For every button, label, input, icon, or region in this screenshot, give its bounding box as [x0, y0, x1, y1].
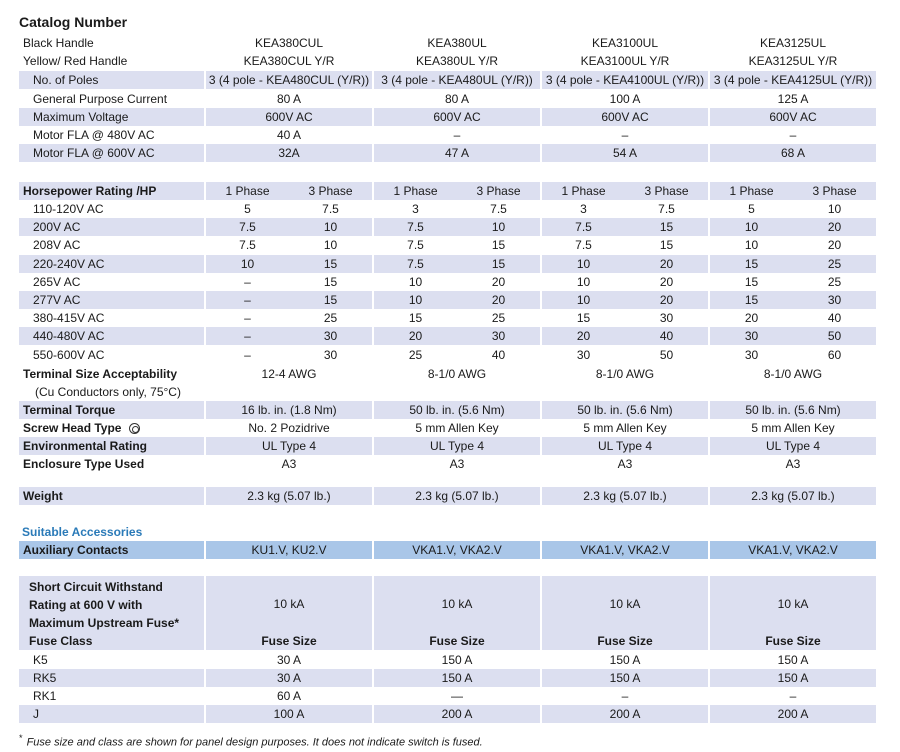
hp-value-3ph: 10 — [491, 220, 506, 235]
hp-value-3ph: 30 — [827, 293, 842, 307]
cell-value: 8-1/0 AWG — [427, 367, 487, 381]
hp-voltage-label: 550-600V AC — [33, 347, 105, 362]
hp-value-1ph: 15 — [576, 311, 591, 326]
hp-row — [19, 327, 878, 345]
cell-value: 3 (4 pole - KEA480CUL (Y/R)) — [206, 71, 372, 89]
table-row — [19, 71, 878, 89]
footnote-text: Fuse size and class are shown for panel design purposes. It does not indicate switch is fused. — [26, 736, 483, 749]
cell-value: 600V AC — [542, 108, 708, 126]
short-circuit-label-line: Maximum Upstream Fuse* — [29, 616, 180, 630]
hp-cell — [206, 236, 372, 254]
cell-value: – — [789, 689, 797, 703]
row-label-text: Environmental Rating — [23, 439, 148, 453]
hp-value-1ph: 7.5 — [575, 238, 592, 253]
catalog-number: KEA380CUL — [254, 36, 324, 50]
cell-value: 5 mm Allen Key — [583, 421, 667, 435]
hp-value-1ph: 20 — [408, 329, 423, 344]
terminal-size-note-row — [19, 383, 878, 401]
hp-value-1ph: 30 — [744, 347, 759, 362]
hp-value-3ph: 7.5 — [658, 202, 675, 216]
hp-value-3ph: 15 — [323, 256, 338, 271]
phase-header — [206, 182, 372, 200]
hp-cell — [206, 255, 372, 273]
row-label-text: Terminal Torque — [23, 403, 116, 417]
cell-value: 150 A — [710, 669, 876, 687]
hp-value-1ph: 7.5 — [239, 238, 256, 253]
catalog-number: KEA380UL Y/R — [415, 54, 499, 68]
hp-value-1ph: 30 — [576, 347, 591, 362]
hp-value-3ph: 30 — [323, 329, 338, 344]
hp-value-1ph: 15 — [408, 311, 423, 326]
hp-value-3ph: 15 — [491, 256, 506, 271]
header-row-yellow — [19, 52, 878, 70]
fuse-size-label: Fuse Size — [374, 632, 540, 650]
cell-value: 8-1/0 AWG — [763, 367, 823, 381]
cell-value: A3 — [617, 457, 633, 471]
hp-title: Horsepower Rating /HP — [19, 182, 204, 200]
row-label-text: Auxiliary Contacts — [23, 543, 129, 557]
cell-value: 600V AC — [206, 108, 372, 126]
hp-cell — [206, 309, 372, 327]
fuse-header-row — [19, 632, 878, 650]
terminal-size-row — [19, 365, 878, 383]
hp-value-1ph: 10 — [576, 274, 591, 289]
cell-value: 200 A — [374, 705, 540, 723]
cell-value: 2.3 kg (5.07 lb.) — [542, 487, 708, 505]
hp-cell — [206, 273, 372, 291]
table-row — [19, 108, 878, 126]
row-label-text: Enclosure Type Used — [23, 457, 145, 471]
hp-cell — [710, 291, 876, 309]
cell-value: 10 kA — [206, 576, 372, 632]
row-label-text: General Purpose Current — [33, 92, 168, 106]
cell-value: 68 A — [710, 144, 876, 162]
cell-value: VKA1.V, VKA2.V — [542, 541, 708, 559]
cell-value: 50 lb. in. (5.6 Nm) — [542, 401, 708, 419]
hp-cell — [542, 200, 708, 218]
footnote-mark: * — [19, 733, 23, 743]
hp-value-3ph: 50 — [827, 329, 842, 344]
row-label — [19, 669, 204, 687]
hp-value-1ph: 30 — [744, 329, 759, 344]
row-label — [19, 705, 204, 723]
hp-value-3ph: 20 — [659, 274, 674, 289]
cell-value: 200 A — [542, 705, 708, 723]
hp-value-1ph: 10 — [408, 293, 423, 307]
table-row — [19, 437, 878, 455]
cell-value: 100 A — [609, 92, 641, 106]
cell-value: 16 lb. in. (1.8 Nm) — [206, 401, 372, 419]
fuse-row — [19, 687, 878, 705]
hp-cell — [206, 346, 372, 364]
fuse-row — [19, 669, 878, 687]
short-circuit-row — [19, 576, 878, 632]
hp-value-3ph: 50 — [659, 347, 674, 362]
hp-cell — [374, 200, 540, 218]
hp-value-1ph: – — [244, 347, 251, 362]
hp-cell — [206, 291, 372, 309]
hp-cell — [710, 218, 876, 236]
hp-row — [19, 346, 878, 364]
cell-value: No. 2 Pozidrive — [248, 421, 330, 435]
hp-row — [19, 273, 878, 291]
hp-voltage-label: 220-240V AC — [19, 255, 204, 273]
phase3-label: 3 Phase — [644, 184, 689, 198]
table-row — [19, 144, 878, 162]
table-row — [19, 401, 878, 419]
row-label — [19, 419, 204, 437]
cell-value: 5 mm Allen Key — [751, 421, 835, 435]
fuse-row — [19, 651, 878, 669]
hp-voltage-label: 380-415V AC — [33, 311, 105, 326]
cell-value: 32A — [206, 144, 372, 162]
fuse-size-label: Fuse Size — [206, 632, 372, 650]
cell-value: 200 A — [710, 705, 876, 723]
hp-voltage-label: 277V AC — [19, 291, 204, 309]
hp-cell — [542, 327, 708, 345]
cell-value: 10 kA — [374, 576, 540, 632]
catalog-number: KEA380UL — [427, 36, 487, 50]
hp-row — [19, 200, 878, 218]
hp-row — [19, 291, 878, 309]
cell-value: 125 A — [777, 92, 809, 106]
hp-value-3ph: 7.5 — [322, 202, 339, 216]
hp-value-1ph: 10 — [744, 238, 759, 253]
hp-value-3ph: 15 — [323, 274, 338, 289]
cell-value: UL Type 4 — [374, 437, 540, 455]
footnote — [19, 733, 483, 749]
hp-value-1ph: 10 — [240, 256, 255, 271]
hp-value-3ph: 20 — [491, 274, 506, 289]
cell-value: – — [621, 128, 629, 142]
hp-value-3ph: 40 — [659, 329, 674, 344]
cell-value: – — [621, 689, 629, 703]
cell-value: 30 A — [206, 669, 372, 687]
cell-value: A3 — [449, 457, 465, 471]
hp-cell — [710, 346, 876, 364]
row-label-text: No. of Poles — [33, 73, 99, 87]
cell-value: 600V AC — [374, 108, 540, 126]
cell-value: 150 A — [542, 669, 708, 687]
row-label — [19, 108, 204, 126]
row-label — [19, 126, 204, 144]
hp-value-3ph: 30 — [491, 329, 506, 344]
hp-cell — [542, 309, 708, 327]
yellow-handle-label: Yellow/ Red Handle — [23, 54, 128, 68]
hp-value-1ph: 7.5 — [575, 220, 592, 235]
hp-cell — [710, 309, 876, 327]
hp-cell — [374, 218, 540, 236]
terminal-size-label: Terminal Size Acceptability — [23, 367, 178, 381]
hp-cell — [374, 309, 540, 327]
hp-value-1ph: 10 — [576, 256, 591, 271]
cell-value: 50 lb. in. (5.6 Nm) — [710, 401, 876, 419]
cell-value: 30 A — [276, 653, 302, 667]
fuse-row — [19, 705, 878, 723]
hp-value-3ph: 15 — [659, 238, 674, 253]
cell-value: 80 A — [276, 92, 302, 106]
row-label-text: Maximum Voltage — [33, 110, 129, 124]
catalog-number: KEA3100UL — [591, 36, 659, 50]
hp-voltage-label: 200V AC — [19, 218, 204, 236]
phase3-label: 3 Phase — [476, 184, 521, 198]
phase1-label: 1 Phase — [729, 184, 774, 198]
terminal-size-note: (Cu Conductors only, 75°C) — [35, 385, 181, 399]
hp-value-1ph: 15 — [744, 274, 759, 289]
header-row-black — [19, 34, 878, 52]
hp-cell — [206, 327, 372, 345]
hp-value-3ph: 40 — [827, 311, 842, 326]
phase3-label: 3 Phase — [308, 184, 353, 198]
cell-value: 3 (4 pole - KEA4100UL (Y/R)) — [542, 71, 708, 89]
hp-cell — [710, 255, 876, 273]
hp-header-row — [19, 182, 878, 200]
page-title: Catalog Number — [19, 14, 128, 30]
hp-voltage-label: 208V AC — [33, 238, 81, 253]
cell-value: UL Type 4 — [710, 437, 876, 455]
hp-cell — [542, 218, 708, 236]
hp-value-3ph: 25 — [827, 274, 842, 289]
hp-cell — [542, 291, 708, 309]
cell-value: KU1.V, KU2.V — [206, 541, 372, 559]
cell-value: 80 A — [444, 92, 470, 106]
hp-value-1ph: 10 — [744, 220, 759, 235]
phase-header — [542, 182, 708, 200]
catalog-number: KEA3125UL Y/R — [748, 54, 838, 68]
hp-value-3ph: 25 — [491, 311, 506, 326]
row-label-text: Motor FLA @ 600V AC — [33, 146, 155, 160]
hp-cell — [374, 346, 540, 364]
hp-value-1ph: – — [244, 293, 251, 307]
cell-value: 3 (4 pole - KEA4125UL (Y/R)) — [710, 71, 876, 89]
hp-value-3ph: 15 — [491, 238, 506, 253]
phase3-label: 3 Phase — [812, 184, 857, 198]
row-label-text: Motor FLA @ 480V AC — [33, 128, 155, 142]
hp-value-1ph: 7.5 — [407, 256, 424, 271]
short-circuit-label-line: Rating at 600 V with — [29, 598, 143, 612]
row-label — [19, 71, 204, 89]
hp-row — [19, 255, 878, 273]
row-label — [19, 90, 204, 108]
cell-value: 3 (4 pole - KEA480UL (Y/R)) — [374, 71, 540, 89]
hp-value-3ph: 25 — [827, 256, 842, 271]
cell-value: UL Type 4 — [542, 437, 708, 455]
hp-cell — [374, 255, 540, 273]
catalog-number: KEA3125UL — [759, 36, 827, 50]
cell-value: – — [789, 128, 797, 142]
row-label-text: Screw Head Type — [23, 421, 122, 435]
hp-value-3ph: 60 — [827, 347, 842, 362]
hp-cell — [710, 327, 876, 345]
cell-value: 600V AC — [710, 108, 876, 126]
row-label — [19, 541, 204, 559]
table-row — [19, 455, 878, 473]
hp-value-1ph: 25 — [408, 347, 423, 362]
cell-value: 150 A — [441, 653, 473, 667]
hp-value-3ph: 15 — [323, 293, 338, 307]
row-label — [19, 687, 204, 705]
cell-value: 60 A — [276, 689, 302, 703]
fuse-size-label: Fuse Size — [542, 632, 708, 650]
hp-value-1ph: 3 — [412, 202, 419, 216]
table-row — [19, 541, 878, 559]
phase-header — [374, 182, 540, 200]
cell-value: — — [451, 689, 463, 703]
hp-value-1ph: – — [244, 274, 251, 289]
row-label-text: Weight — [23, 489, 63, 503]
row-label — [19, 401, 204, 419]
cell-value: A3 — [281, 457, 297, 471]
cell-value: UL Type 4 — [206, 437, 372, 455]
hp-value-3ph: 7.5 — [490, 202, 507, 216]
row-label — [19, 651, 204, 669]
hp-voltage-label: 110-120V AC — [33, 202, 104, 216]
hp-cell — [374, 273, 540, 291]
cell-value: 50 lb. in. (5.6 Nm) — [374, 401, 540, 419]
hp-cell — [542, 346, 708, 364]
cell-value: VKA1.V, VKA2.V — [710, 541, 876, 559]
cell-value: VKA1.V, VKA2.V — [374, 541, 540, 559]
cell-value: 100 A — [206, 705, 372, 723]
hp-value-3ph: 25 — [323, 311, 338, 326]
cell-value: 8-1/0 AWG — [595, 367, 655, 381]
row-label — [19, 144, 204, 162]
hp-value-1ph: 5 — [244, 202, 251, 216]
cell-value: 40 A — [276, 128, 302, 142]
cell-value: A3 — [785, 457, 801, 471]
cell-value: – — [453, 128, 461, 142]
hp-value-1ph: 7.5 — [407, 220, 424, 235]
cell-value: 150 A — [777, 653, 809, 667]
hp-row — [19, 236, 878, 254]
cell-value: 54 A — [542, 144, 708, 162]
cell-value: 150 A — [374, 669, 540, 687]
hp-value-1ph: 3 — [580, 202, 587, 216]
hp-value-1ph: – — [244, 329, 251, 344]
hp-voltage-label: 265V AC — [33, 274, 81, 289]
short-circuit-label-line: Short Circuit Withstand — [29, 580, 163, 594]
catalog-number: KEA380CUL Y/R — [243, 54, 335, 68]
cell-value: 150 A — [609, 653, 641, 667]
cell-value: 10 kA — [542, 576, 708, 632]
short-circuit-label — [19, 576, 204, 632]
phase1-label: 1 Phase — [225, 184, 270, 198]
hp-cell — [206, 218, 372, 236]
black-handle-label: Black Handle — [23, 36, 94, 50]
hp-cell — [710, 236, 876, 254]
hp-value-1ph: 20 — [576, 329, 591, 344]
hp-value-3ph: 10 — [323, 238, 338, 253]
table-row — [19, 126, 878, 144]
hp-value-1ph: 10 — [408, 274, 423, 289]
hp-value-1ph: 20 — [744, 311, 759, 326]
table-row — [19, 90, 878, 108]
row-label-text: RK5 — [33, 671, 57, 685]
cell-value: 2.3 kg (5.07 lb.) — [374, 487, 540, 505]
cell-value: 2.3 kg (5.07 lb.) — [710, 487, 876, 505]
fuse-size-label: Fuse Size — [710, 632, 876, 650]
hp-value-3ph: 20 — [659, 293, 674, 307]
table-row — [19, 419, 878, 437]
row-label-text: K5 — [33, 653, 48, 667]
hp-value-3ph: 15 — [659, 220, 674, 235]
hp-value-3ph: 20 — [827, 238, 842, 253]
hp-cell — [542, 255, 708, 273]
hp-value-3ph: 20 — [827, 220, 842, 235]
screw-head-icon — [129, 423, 140, 434]
hp-value-3ph: 20 — [659, 256, 674, 271]
hp-value-3ph: 30 — [323, 347, 338, 362]
hp-value-3ph: 30 — [659, 311, 674, 326]
table-row — [19, 487, 878, 505]
accessories-title: Suitable Accessories — [22, 525, 143, 539]
catalog-number: KEA3100UL Y/R — [580, 54, 670, 68]
hp-cell — [710, 273, 876, 291]
row-label — [19, 487, 204, 505]
hp-cell — [374, 327, 540, 345]
hp-value-3ph: 40 — [491, 347, 506, 362]
hp-value-1ph: 7.5 — [407, 238, 424, 253]
phase1-label: 1 Phase — [561, 184, 606, 198]
hp-value-1ph: 15 — [744, 293, 759, 307]
hp-cell — [710, 200, 876, 218]
cell-value: 47 A — [374, 144, 540, 162]
fuse-class-label: Fuse Class — [19, 632, 204, 650]
row-label — [19, 455, 204, 473]
hp-voltage-label: 440-480V AC — [19, 327, 204, 345]
row-label — [19, 437, 204, 455]
row-label-text: RK1 — [33, 689, 57, 703]
hp-cell — [206, 200, 372, 218]
cell-value: 5 mm Allen Key — [415, 421, 499, 435]
hp-row — [19, 218, 878, 236]
cell-value: 12-4 AWG — [261, 367, 317, 381]
cell-value: 10 kA — [710, 576, 876, 632]
cell-value: 2.3 kg (5.07 lb.) — [206, 487, 372, 505]
hp-value-1ph: 15 — [744, 256, 759, 271]
hp-row — [19, 309, 878, 327]
hp-cell — [542, 273, 708, 291]
hp-value-1ph: 7.5 — [239, 220, 256, 235]
hp-cell — [542, 236, 708, 254]
hp-value-3ph: 10 — [323, 220, 338, 235]
hp-value-1ph: – — [244, 311, 251, 326]
hp-value-1ph: 5 — [748, 202, 755, 216]
hp-value-3ph: 20 — [491, 293, 506, 307]
hp-value-3ph: 10 — [827, 202, 842, 216]
hp-cell — [374, 236, 540, 254]
row-label-text: J — [33, 707, 39, 721]
phase1-label: 1 Phase — [393, 184, 438, 198]
phase-header — [710, 182, 876, 200]
hp-cell — [374, 291, 540, 309]
hp-value-1ph: 10 — [576, 293, 591, 307]
